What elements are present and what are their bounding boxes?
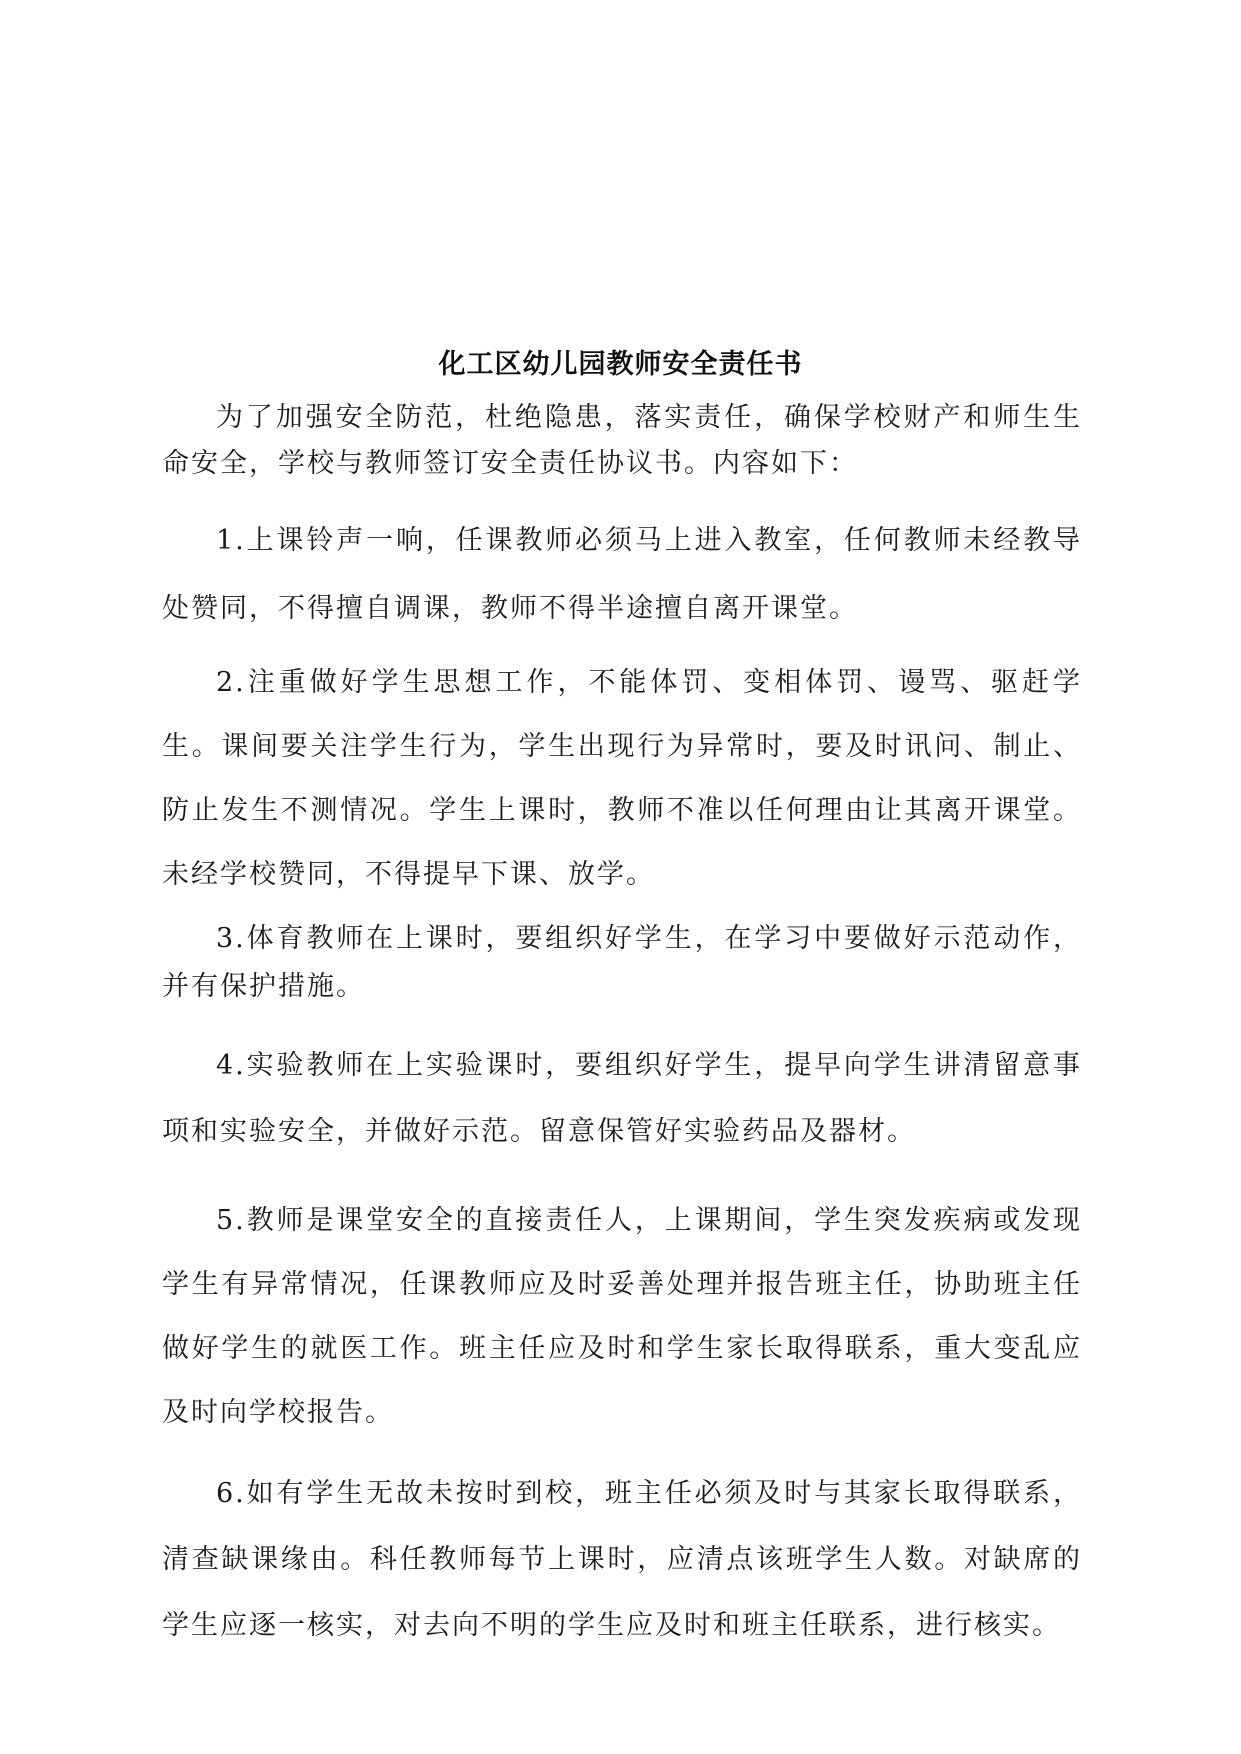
document-title: 化工区幼儿园教师安全责任书 [438, 349, 803, 380]
clause-4-paragraph: 4.实验教师在上实验课时，要组织好学生，提早向学生讲清留意事项和实验安全，并做好示范。留意保管好实验药品及器材。 [162, 1050, 1082, 1147]
intro-paragraph: 为了加强安全防范，杜绝隐患，落实责任，确保学校财产和师生生命安全，学校与教师签订安全责任协议书。内容如下： [162, 402, 1082, 479]
clause-6-paragraph: 6.如有学生无故未按时到校，班主任必须及时与其家长取得联系，清查缺课缘由。科任教师每节上课时，应清点该班学生人数。对缺席的学生应逐一核实，对去向不明的学生应及时和班主任联系，进行核实。 [162, 1478, 1082, 1641]
document-body [162, 395, 1082, 1659]
clause-3-paragraph: 3.体育教师在上课时，要组织好学生，在学习中要做好示范动作，并有保护措施。 [162, 923, 1082, 1002]
clause-1-paragraph: 1.上课铃声一响，任课教师必须马上进入教室，任何教师未经教导处赞同，不得擅自调课，教师不得半途擅自离开课堂。 [162, 525, 1082, 624]
clause-2-paragraph: 2.注重做好学生思想工作，不能体罚、变相体罚、谩骂、驱赶学生。课间要关注学生行为，学生出现行为异常时，要及时讯问、制止、防止发生不测情况。学生上课时，教师不准以任何理由让其离开课堂。未经学校赞同，不得提早下课、放学。 [162, 667, 1082, 890]
clause-5-paragraph: 5.教师是课堂安全的直接责任人，上课期间，学生突发疾病或发现学生有异常情况，任课教师应及时妥善处理并报告班主任，协助班主任做好学生的就医工作。班主任应及时和学生家长取得联系，重大变乱应及时向学校报告。 [162, 1205, 1082, 1428]
